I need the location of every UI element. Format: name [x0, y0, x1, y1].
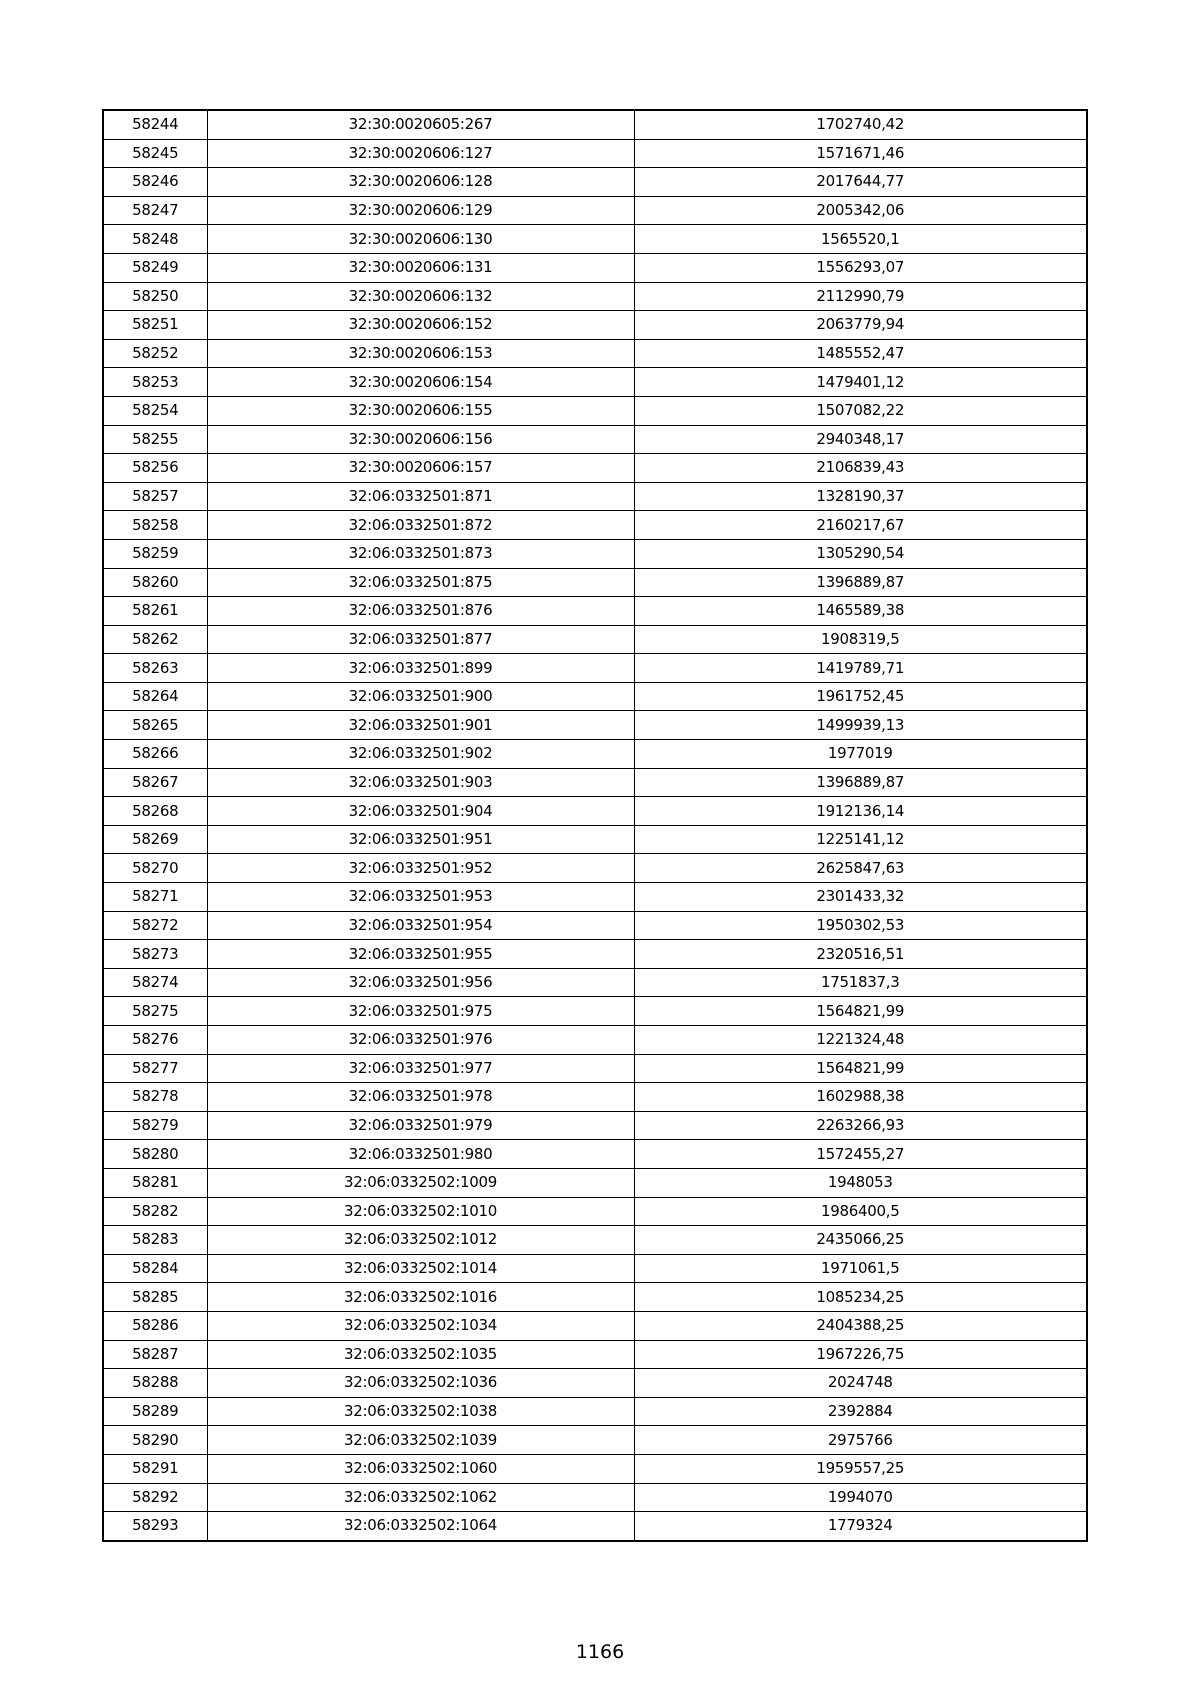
table-row	[103, 1226, 1087, 1255]
cadastral-number-cell: 32:06:0332501:900	[207, 682, 634, 711]
cadastral-number-cell: 32:06:0332501:953	[207, 883, 634, 912]
row-number-cell: 58278	[103, 1083, 207, 1112]
cadastral-number-cell: 32:30:0020606:127	[207, 139, 634, 168]
row-number-cell: 58256	[103, 454, 207, 483]
cadastral-number-cell: 32:06:0332501:875	[207, 568, 634, 597]
cadastral-number-cell: 32:06:0332501:979	[207, 1111, 634, 1140]
row-number-cell: 58277	[103, 1054, 207, 1083]
row-number-cell: 58263	[103, 654, 207, 683]
cadastral-value-cell: 1499939,13	[634, 711, 1087, 740]
table-row	[103, 1483, 1087, 1512]
row-number-cell: 58251	[103, 311, 207, 340]
cadastral-value-cell: 1967226,75	[634, 1340, 1087, 1369]
cadastral-number-cell: 32:06:0332501:952	[207, 854, 634, 883]
row-number-cell: 58281	[103, 1168, 207, 1197]
cadastral-value-cell: 1507082,22	[634, 396, 1087, 425]
row-number-cell: 58287	[103, 1340, 207, 1369]
cadastral-value-cell: 1565520,1	[634, 225, 1087, 254]
cadastral-number-cell: 32:30:0020606:132	[207, 282, 634, 311]
page-number: 1166	[575, 1641, 625, 1663]
cadastral-number-cell: 32:06:0332501:954	[207, 911, 634, 940]
cadastral-number-cell: 32:06:0332501:904	[207, 797, 634, 826]
table-row	[103, 883, 1087, 912]
cadastral-value-cell: 2625847,63	[634, 854, 1087, 883]
table-row	[103, 768, 1087, 797]
table-row	[103, 139, 1087, 168]
table-row	[103, 253, 1087, 282]
cadastral-value-cell: 2940348,17	[634, 425, 1087, 454]
row-number-cell: 58253	[103, 368, 207, 397]
table-row	[103, 1254, 1087, 1283]
table-row	[103, 997, 1087, 1026]
cadastral-number-cell: 32:30:0020606:129	[207, 196, 634, 225]
table-row	[103, 1083, 1087, 1112]
row-number-cell: 58289	[103, 1397, 207, 1426]
cadastral-number-cell: 32:30:0020606:154	[207, 368, 634, 397]
cadastral-number-cell: 32:30:0020606:153	[207, 339, 634, 368]
cadastral-number-cell: 32:30:0020606:130	[207, 225, 634, 254]
table-row	[103, 911, 1087, 940]
cadastral-number-cell: 32:06:0332501:902	[207, 740, 634, 769]
row-number-cell: 58269	[103, 825, 207, 854]
table-row	[103, 711, 1087, 740]
row-number-cell: 58272	[103, 911, 207, 940]
cadastral-value-cell: 1085234,25	[634, 1283, 1087, 1312]
cadastral-value-cell: 1912136,14	[634, 797, 1087, 826]
cadastral-value-cell: 2404388,25	[634, 1311, 1087, 1340]
cadastral-number-cell: 32:06:0332501:871	[207, 482, 634, 511]
row-number-cell: 58244	[103, 110, 207, 139]
cadastral-value-cell: 2320516,51	[634, 940, 1087, 969]
table-row	[103, 797, 1087, 826]
cadastral-value-cell: 1396889,87	[634, 768, 1087, 797]
cadastral-number-cell: 32:30:0020606:128	[207, 168, 634, 197]
cadastral-value-cell: 2112990,79	[634, 282, 1087, 311]
row-number-cell: 58264	[103, 682, 207, 711]
cadastral-number-cell: 32:06:0332501:955	[207, 940, 634, 969]
row-number-cell: 58262	[103, 625, 207, 654]
cadastral-value-cell: 1977019	[634, 740, 1087, 769]
row-number-cell: 58284	[103, 1254, 207, 1283]
cadastral-value-cell: 2975766	[634, 1426, 1087, 1455]
table-row	[103, 740, 1087, 769]
cadastral-value-cell: 2024748	[634, 1369, 1087, 1398]
cadastral-value-cell: 1225141,12	[634, 825, 1087, 854]
cadastral-value-cell: 1986400,5	[634, 1197, 1087, 1226]
cadastral-number-cell: 32:30:0020606:152	[207, 311, 634, 340]
cadastral-value-cell: 1994070	[634, 1483, 1087, 1512]
cadastral-value-cell: 1419789,71	[634, 654, 1087, 683]
cadastral-number-cell: 32:06:0332502:1016	[207, 1283, 634, 1312]
cadastral-value-cell: 1948053	[634, 1168, 1087, 1197]
row-number-cell: 58255	[103, 425, 207, 454]
cadastral-number-cell: 32:06:0332501:903	[207, 768, 634, 797]
cadastral-value-cell: 1571671,46	[634, 139, 1087, 168]
cadastral-value-cell: 2017644,77	[634, 168, 1087, 197]
cadastral-value-cell: 1971061,5	[634, 1254, 1087, 1283]
row-number-cell: 58268	[103, 797, 207, 826]
table-row	[103, 825, 1087, 854]
cadastral-number-cell: 32:06:0332502:1010	[207, 1197, 634, 1226]
table-row	[103, 196, 1087, 225]
cadastral-number-cell: 32:06:0332501:872	[207, 511, 634, 540]
row-number-cell: 58261	[103, 597, 207, 626]
table-row	[103, 597, 1087, 626]
table-row	[103, 940, 1087, 969]
row-number-cell: 58293	[103, 1512, 207, 1541]
table-row	[103, 568, 1087, 597]
cadastral-number-cell: 32:06:0332502:1035	[207, 1340, 634, 1369]
table-row	[103, 1340, 1087, 1369]
cadastral-value-cell: 1564821,99	[634, 997, 1087, 1026]
table-row	[103, 168, 1087, 197]
cadastral-number-cell: 32:06:0332502:1038	[207, 1397, 634, 1426]
cadastral-value-cell: 1908319,5	[634, 625, 1087, 654]
row-number-cell: 58266	[103, 740, 207, 769]
cadastral-number-cell: 32:30:0020606:157	[207, 454, 634, 483]
cadastral-value-cell: 2063779,94	[634, 311, 1087, 340]
row-number-cell: 58290	[103, 1426, 207, 1455]
cadastral-value-cell: 1221324,48	[634, 1026, 1087, 1055]
table-row	[103, 454, 1087, 483]
cadastral-value-cell: 1572455,27	[634, 1140, 1087, 1169]
row-number-cell: 58249	[103, 253, 207, 282]
cadastral-value-cell: 1479401,12	[634, 368, 1087, 397]
table-row	[103, 1512, 1087, 1541]
table-row	[103, 311, 1087, 340]
cadastral-value-cell: 1959557,25	[634, 1454, 1087, 1483]
table-row	[103, 1397, 1087, 1426]
row-number-cell: 58246	[103, 168, 207, 197]
cadastral-value-cell: 1602988,38	[634, 1083, 1087, 1112]
table-row	[103, 110, 1087, 139]
table-row	[103, 1197, 1087, 1226]
table-row	[103, 511, 1087, 540]
cadastral-number-cell: 32:06:0332501:873	[207, 539, 634, 568]
row-number-cell: 58271	[103, 883, 207, 912]
row-number-cell: 58285	[103, 1283, 207, 1312]
table-row	[103, 1111, 1087, 1140]
row-number-cell: 58252	[103, 339, 207, 368]
cadastral-value-cell: 1465589,38	[634, 597, 1087, 626]
table-row	[103, 1426, 1087, 1455]
cadastral-value-cell: 1305290,54	[634, 539, 1087, 568]
cadastral-number-cell: 32:30:0020605:267	[207, 110, 634, 139]
table-row	[103, 339, 1087, 368]
row-number-cell: 58254	[103, 396, 207, 425]
cadastral-value-cell: 1556293,07	[634, 253, 1087, 282]
cadastral-value-cell: 1779324	[634, 1512, 1087, 1541]
cadastral-value-cell: 1751837,3	[634, 968, 1087, 997]
row-number-cell: 58273	[103, 940, 207, 969]
row-number-cell: 58258	[103, 511, 207, 540]
cadastral-value-cell: 2435066,25	[634, 1226, 1087, 1255]
cadastral-number-cell: 32:06:0332502:1062	[207, 1483, 634, 1512]
cadastral-value-cell: 1961752,45	[634, 682, 1087, 711]
cadastral-number-cell: 32:30:0020606:156	[207, 425, 634, 454]
row-number-cell: 58270	[103, 854, 207, 883]
row-number-cell: 58259	[103, 539, 207, 568]
cadastral-value-cell: 2005342,06	[634, 196, 1087, 225]
cadastral-number-cell: 32:06:0332502:1060	[207, 1454, 634, 1483]
cadastral-value-cell: 2263266,93	[634, 1111, 1087, 1140]
table-row	[103, 1311, 1087, 1340]
table-row	[103, 1054, 1087, 1083]
cadastral-number-cell: 32:30:0020606:155	[207, 396, 634, 425]
table-row	[103, 1283, 1087, 1312]
table-row	[103, 654, 1087, 683]
table-row	[103, 968, 1087, 997]
row-number-cell: 58250	[103, 282, 207, 311]
row-number-cell: 58282	[103, 1197, 207, 1226]
cadastral-value-cell: 2301433,32	[634, 883, 1087, 912]
cadastral-value-cell: 2106839,43	[634, 454, 1087, 483]
table-row	[103, 625, 1087, 654]
table-body	[103, 110, 1087, 1541]
cadastral-value-cell: 1702740,42	[634, 110, 1087, 139]
table-row	[103, 225, 1087, 254]
table-row	[103, 425, 1087, 454]
cadastral-number-cell: 32:06:0332501:901	[207, 711, 634, 740]
cadastral-number-cell: 32:06:0332502:1014	[207, 1254, 634, 1283]
table-row	[103, 1454, 1087, 1483]
table-row	[103, 1140, 1087, 1169]
cadastral-number-cell: 32:06:0332501:977	[207, 1054, 634, 1083]
table-row	[103, 539, 1087, 568]
table-row	[103, 482, 1087, 511]
cadastral-value-cell: 1950302,53	[634, 911, 1087, 940]
cadastral-number-cell: 32:06:0332501:877	[207, 625, 634, 654]
table-row	[103, 1369, 1087, 1398]
cadastral-value-cell: 1328190,37	[634, 482, 1087, 511]
table-row	[103, 396, 1087, 425]
cadastral-number-cell: 32:06:0332501:978	[207, 1083, 634, 1112]
cadastral-number-cell: 32:06:0332501:899	[207, 654, 634, 683]
row-number-cell: 58247	[103, 196, 207, 225]
row-number-cell: 58288	[103, 1369, 207, 1398]
cadastral-number-cell: 32:06:0332502:1064	[207, 1512, 634, 1541]
row-number-cell: 58279	[103, 1111, 207, 1140]
table-row	[103, 1026, 1087, 1055]
table-row	[103, 368, 1087, 397]
row-number-cell: 58280	[103, 1140, 207, 1169]
table-row	[103, 682, 1087, 711]
cadastral-number-cell: 32:06:0332501:980	[207, 1140, 634, 1169]
row-number-cell: 58283	[103, 1226, 207, 1255]
cadastral-value-cell: 2392884	[634, 1397, 1087, 1426]
cadastral-value-cell: 1564821,99	[634, 1054, 1087, 1083]
row-number-cell: 58267	[103, 768, 207, 797]
row-number-cell: 58274	[103, 968, 207, 997]
cadastral-number-cell: 32:06:0332502:1039	[207, 1426, 634, 1455]
row-number-cell: 58260	[103, 568, 207, 597]
cadastral-number-cell: 32:06:0332501:975	[207, 997, 634, 1026]
cadastral-number-cell: 32:06:0332502:1036	[207, 1369, 634, 1398]
cadastral-number-cell: 32:06:0332502:1034	[207, 1311, 634, 1340]
cadastral-number-cell: 32:06:0332501:956	[207, 968, 634, 997]
table-row	[103, 854, 1087, 883]
cadastral-number-cell: 32:30:0020606:131	[207, 253, 634, 282]
row-number-cell: 58265	[103, 711, 207, 740]
cadastral-number-cell: 32:06:0332502:1012	[207, 1226, 634, 1255]
row-number-cell: 58291	[103, 1454, 207, 1483]
cadastral-value-cell: 1396889,87	[634, 568, 1087, 597]
row-number-cell: 58257	[103, 482, 207, 511]
row-number-cell: 58292	[103, 1483, 207, 1512]
row-number-cell: 58275	[103, 997, 207, 1026]
cadastral-number-cell: 32:06:0332501:951	[207, 825, 634, 854]
cadastral-number-cell: 32:06:0332501:976	[207, 1026, 634, 1055]
cadastral-value-cell: 1485552,47	[634, 339, 1087, 368]
table-row	[103, 282, 1087, 311]
table-row	[103, 1168, 1087, 1197]
row-number-cell: 58276	[103, 1026, 207, 1055]
cadastral-value-table	[102, 109, 1088, 1542]
row-number-cell: 58286	[103, 1311, 207, 1340]
row-number-cell: 58248	[103, 225, 207, 254]
row-number-cell: 58245	[103, 139, 207, 168]
cadastral-number-cell: 32:06:0332502:1009	[207, 1168, 634, 1197]
cadastral-value-cell: 2160217,67	[634, 511, 1087, 540]
cadastral-number-cell: 32:06:0332501:876	[207, 597, 634, 626]
